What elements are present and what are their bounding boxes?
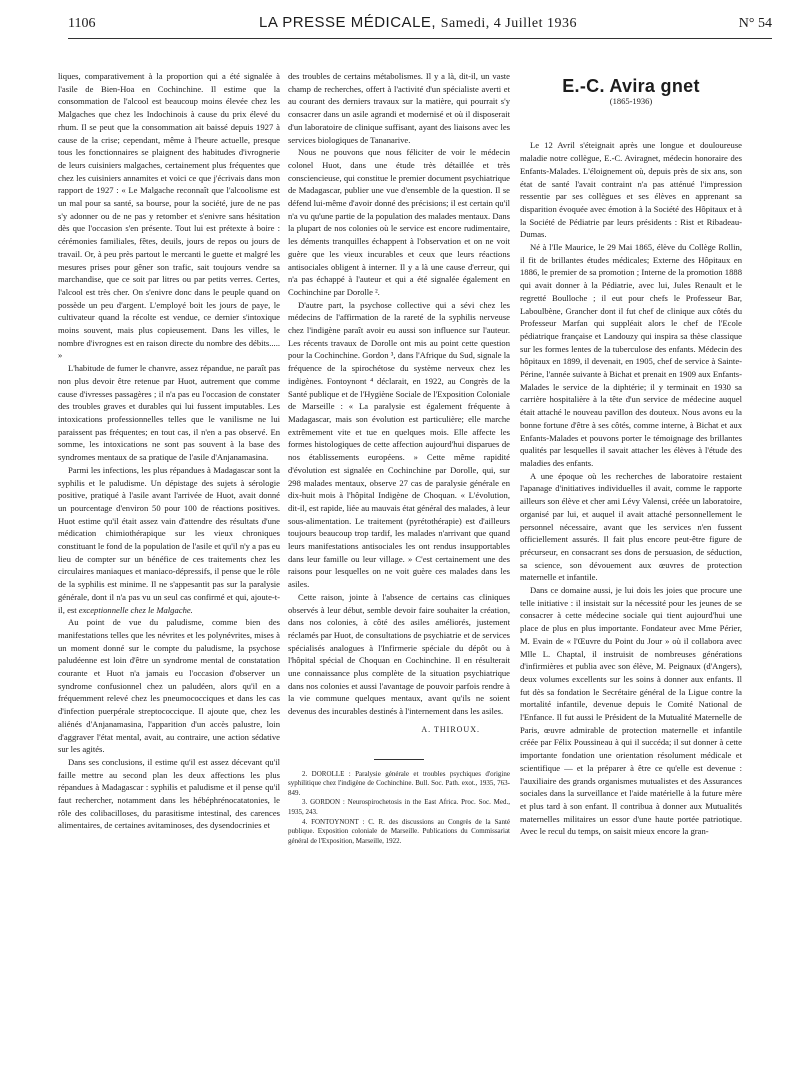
obituary-dates: (1865-1936) <box>609 95 653 106</box>
paragraph: liques, comparativement à la proportion qui a été signalée à l'asile de Bien-Hoa en Cochinchine. Il estime que la consommation de l'alcool est beaucoup moins élevée chez les Malgaches que chez les Indochinois à cause du prix élevé du rhum. Il se peut que la consommation ait baissé depuis 1927 à cause de la crise; cependant, même à l'heure actuelle, presque tous les fonctionnaires se plaignent des habitudes d'ivrognerie de leurs cuisiniers malgaches, certainement plus fréquentes que chez les cuisiniers annamites et voici ce que j'écrivais dans mon rapport de 1927 : « Le Malgache reconnaît que l'alcoolisme est un mal pour sa santé, sa bourse, pour la société, jure de ne pas s'y adonner ou de ne pas y retomber et s'enivre sans hésitation dès que l'occasion s'en présente. Tout lui est prétexte à boire : cérémonies familiales, fêtes, deuils, jours de repos ou jours de travail. Or, à peu près partout le mercanti le guette et malgré les mesures prises pour gêner son trafic, sait toujours vendre sa marchandise, que ce soit par litres ou par petits verres. Certes, l'alcool est très cher. On s'enivre donc dans le peuple quand on possède un peu d'argent. L'employé boit les jours de paye, le cultivateur quand la récolte est vendue, ce dernier s'intoxique moins souvent, mais plus copieusement. Dans les villes, le nombre d'ivrognes est en raison directe du nombre des débits..... » <box>58 71 280 361</box>
issue-number: N° 54 <box>738 16 772 31</box>
paragraph: D'autre part, la psychose collective qui a sévi chez les médecins de l'affirmation de la rareté de la syphilis nerveuse chez l'indigène paraît avoir eu aussi son influence sur l'auteur. Les récents travaux de Dorolle ont mis au point cette question pour la Cochinchine. Gordon ³, dans l'Afrique du Sud, signale la fréquence de la spirochétose du système nerveux chez les indigènes. Fontoynont ⁴ déclarait, en 1922, au Congrès de la Santé publique et de l'Hygiène Sociale de l'Exposition Coloniale de Marseille : « La paralysie est également fréquente à Madagascar, mais son évolution est particulière; elle marche extrêmement vite et tue en quelques mois. Elle affecte les formes histologiques de cette affection aujourd'hui disparues de nos établissements européens. » Cette même rapidité d'évolution est signalée en Cochinchine par Dorolle, qui, sur 298 malades mentaux, observe 27 cas de paralysie générale en dix-huit mois à l'hôpital Indigène de Choquan. « L'évolution, dit-il, est rapide, liée au mauvais état général des malades, à leur sous-alimentation. Le traitement (pyrétothérapie) est d'ailleurs toujours beaucoup trop tardif, les malades n'arrivant que quand leurs manifestations antisociales les ont rendus insupportables dans leur famille ou leur village. » C'est certainement une des raisons pour lesquelles on ne voit guère ces malades dans les asiles. <box>288 299 510 590</box>
obituary-title: E.-C. Avira gnet <box>562 76 700 96</box>
paragraph: Nous ne pouvons que nous féliciter de voir le médecin colonel Huot, dans une étude très détaillée et très consciencieuse, qui constitue le premier document psychiatrique de Madagascar, publier une vue d'ensemble de la question. Il se défend lui-même d'avoir donné des précisions; il est certain qu'il n'a vu qu'une partie de la population des malades mentaux. Dans la plupart de nos colonies où le service est encore rudimentaire, les déments tranquilles échappent à l'observation et on ne voit guère que les vieux incurables et ceux que leurs réactions antisociales obligent à interner. Il y a là une cause d'erreur, qui n'a pas échappé à l'auteur et qui a été signalée également en Cochinchine par Dorolle ². <box>288 147 510 297</box>
paragraph: Le 12 Avril s'éteignait après une longue et douloureuse maladie notre collègue, E.-C. Aviragnet, médecin honoraire des Enfants-Malades. L'éloignement où, depuis près de six ans, son état de santé l'avait contraint n'a pas atténué l'impression ressentie par ses collègues et ses élèves en apprenant sa disparition évoquée avec émotion à la Société des Hôpitaux et à la Société de Pédiatrie par leurs présidents : Rist et Ribadeau-Dumas. <box>520 140 742 240</box>
paragraph: des troubles de certains métabolismes. Il y a là, dit-il, un vaste champ de recherches, offert à l'activité d'un spécialiste averti et au courant des derniers travaux sur la matière, qui pourrait s'y consacrer dans un asile agrandi et modernisé et où il disposerait d'un laboratoire de clinique suffisant, ayant des liaisons avec les services biologiques de Tananarive. <box>288 71 510 145</box>
paragraph: Parmi les infections, les plus répandues à Madagascar sont la syphilis et le paludisme. Un dépistage des sujets à sérologie positive, pratiqué à l'asile avant l'arrivée de Huot, avait donné un pourcentage d'environ 50 pour 100 de réactions positives. Huot estime qu'il était assez vain d'attendre des résultats d'une médication chimiothérapique sur les vieux chroniques constituant le fond de la population de l'asile et qu'il n'y a pas eu lieu de compter sur un bénéfice de ces traitements chez les circulaires maniaques et maniaco-dépressifs, il pense que le rôle de la syphilis est minime. Il ne s'appesantit pas sur la paralysie générale, dont il n'a pas vu un seul cas confirmé et qui, ajoute-t-il, est exceptionnelle chez le Malgache. <box>58 464 280 615</box>
footnote: 4. FONTOYNONT : C. R. des discussions au Congrès de la Santé publique. Exposition coloniale de Marseille. Publications du Commissariat général de l'Exposition, Marseille, 1922. <box>288 817 510 845</box>
running-title: LA PRESSE MÉDICALE, Samedi, 4 Juillet 1936 <box>259 14 577 31</box>
paragraph: Cette raison, jointe à l'absence de certains cas cliniques observés à leur début, semble devoir faire souhaiter la création, dans nos colonies, à côté des asiles améliorés, justement réclamés par Huot, de consultations de psychiatrie et de services spécialisés analogues à l'Infirmerie spéciale du dépôt ou à l'hôpital spécial de Choquan en Cochinchine. Il en résulterait une connaissance plus complète de la situation psychiatrique dans nos colonies et aussi l'avantage de pouvoir parfois rendre à la vie commune quelques mentaux, avant qu'ils ne soient devenus des incurables destinés à l'internement dans les asiles. <box>288 591 510 717</box>
journal-name: LA PRESSE MÉDICALE <box>259 14 432 31</box>
issue-date: Samedi, 4 Juillet 1936 <box>440 16 577 31</box>
author-signature: A. THIROUX. <box>421 724 480 734</box>
column-3 <box>520 70 742 838</box>
footnote: 3. GORDON : Neurospirochetosis in the East Africa. Proc. Soc. Med., 1935, 243. <box>288 798 510 816</box>
paragraph: Né à l'Ile Maurice, le 29 Mai 1865, élève du Collège Rollin, il fit de brillantes études médicales; Externe des Hôpitaux en 1886, le premier de sa promotion ; Interne de la promotion 1888 qui avait donner à la Pédiatrie, avec lui, Jules Renault et le regretté Boulloche ; il eut pour chefs le Professeur Bar, Laboulbène, Grancher dont il fut chef de clinique aux côtés du Professeur Marfan qui suppléait alors le chef de l'Ecole pédiatrique française et Landouzy qui inspira sa thèse classique sur les formes lentes de la tuberculose des enfants. Médecin des hôpitaux en 1899, il devenait, en 1905, chef de service à Sainte-Périne, l'année suivante à Bichat et prenait en 1909 aux Enfants-Malades le service de la diphtérie; il y terminait en 1930 sa carrière hospitalière à la tête d'un service de médecine auquel était attaché le nouveau pavillon des douteux. Nous avons eu la bonne fortune d'être à ses côtés, comme interne, à Bichat et aux Enfants-Malades et pouvons porter le témoignage des brillantes qualités par lesquelles il savait attacher les élèves à l'étude des maladies des enfants. <box>520 242 742 468</box>
paragraph: Au point de vue du paludisme, comme bien des manifestations telles que les névrites et les polynévrites, mises à un moment donné sur le compte du paludisme, la psychose paludéenne est loin d'être un syndrome mental de constatation courante et Huot n'a jamais eu l'occasion d'observer un syndrome confusionnel chez un paludéen, alors qu'il en a fréquemment relevé chez les pneumococciques et dans les cas d'infection puerpérale streptococcique. Il ajoute que, chez les aliénés d'Anjanamasina, l'apparition d'un accès palustre, loin d'aggraver l'état mental, avait, au contraire, une action sédative sur les agités. <box>58 617 280 755</box>
column-1 <box>58 70 280 832</box>
page-number: 1106 <box>68 16 96 31</box>
page-header <box>68 14 772 39</box>
footnotes <box>288 770 510 847</box>
footnote: 2. DOROLLE : Paralysie générale et troubles psychiques d'origine syphilitique chez l'indigène de Cochinchine. Bull. Soc. Path. exot., 1935, 763-849. <box>288 769 510 797</box>
paragraph: A une époque où les recherches de laboratoire restaient l'apanage d'initiatives individuelles il avait, comme le rapporte ailleurs son élève et cher ami Lévy Valensi, créée un laboratoire, organisé par lui, et auquel il avait attaché personnellement le personnel nécessaire, avant que les services n'en fussent officiellement assurés. Il fait plus encore peut-être figure de précurseur, en consacrant ses dons de persuasion, de séduction, sa science, son dévouement aux œuvres de protection maternelle et infantile. <box>520 470 742 583</box>
paragraph: L'habitude de fumer le chanvre, assez répandue, ne paraît pas non plus devoir être retenue par Huot, autrement que comme cause d'ivresses passagères ; il n'a pas eu l'occasion de constater des troubles graves et durables qui lui fussent imputables. Les intoxications professionnelles telles que le vanilisme ne lui paraissent pas fréquentes; en tout cas, il n'en a pas observé. En somme, les intoxications ne sont pas souvent à la base des syndromes mentaux de sa pratique de l'asile d'Anjanamasina. <box>58 363 280 463</box>
paragraph: Dans ce domaine aussi, je lui dois les joies que procure une telle initiative : il insistait sur la nécessité pour les jeunes de se consacrer à cette médecine sociale qui tient aujourd'hui une place de plus en plus importante. Fondateur avec Mme Périer, M. Evain de « l'Œuvre du Point du Jour » où il collabora avec Mlle L. Chaptal, il instruisit de nombreuses générations d'infirmières et publia avec son élève, M. Peignaux (d'Angers), deux volumes excellents sur les soins à donner aux enfants. Il fut dès sa fondation le Secrétaire général de la Ligue contre la mortalité infantile, devenue depuis le Comité National de l'Enfance. Il fut aussi le Président de la Mutualité Maternelle de Paris, œuvre admirable de protection maternelle et infantile créée par Félix Poussineau à qui il succéda; il sut donner à cette importante fondation une orientation résolument médicale et scientifique — et la préparer à être ce qu'elle est devenue : l'auxiliaire des grands organismes mutualistes et des Assurances sociales dans la surveillance et l'aide matérielle à la future mère et plus tard à son enfant. Il contribua à donner aux Mutualités maternelles militaires un essor d'une haute portée patriotique. Avec le recul du temps, on saisit mieux encore la gran- <box>520 585 742 837</box>
paragraph: Dans ses conclusions, il estime qu'il est assez décevant qu'il faille mettre au second plan les deux affections les plus répandues à Madagascar : syphilis et paludisme et il pense qu'il faut rechercher, notamment dans les hébéphrénocatatonies, le rôle des colibacilloses, du parasitisme intestinal, des carences alimentaires, de certaines avitaminoses, des dysendocrinies et <box>58 756 280 831</box>
footnote-divider <box>374 759 424 760</box>
column-2 <box>288 70 510 846</box>
